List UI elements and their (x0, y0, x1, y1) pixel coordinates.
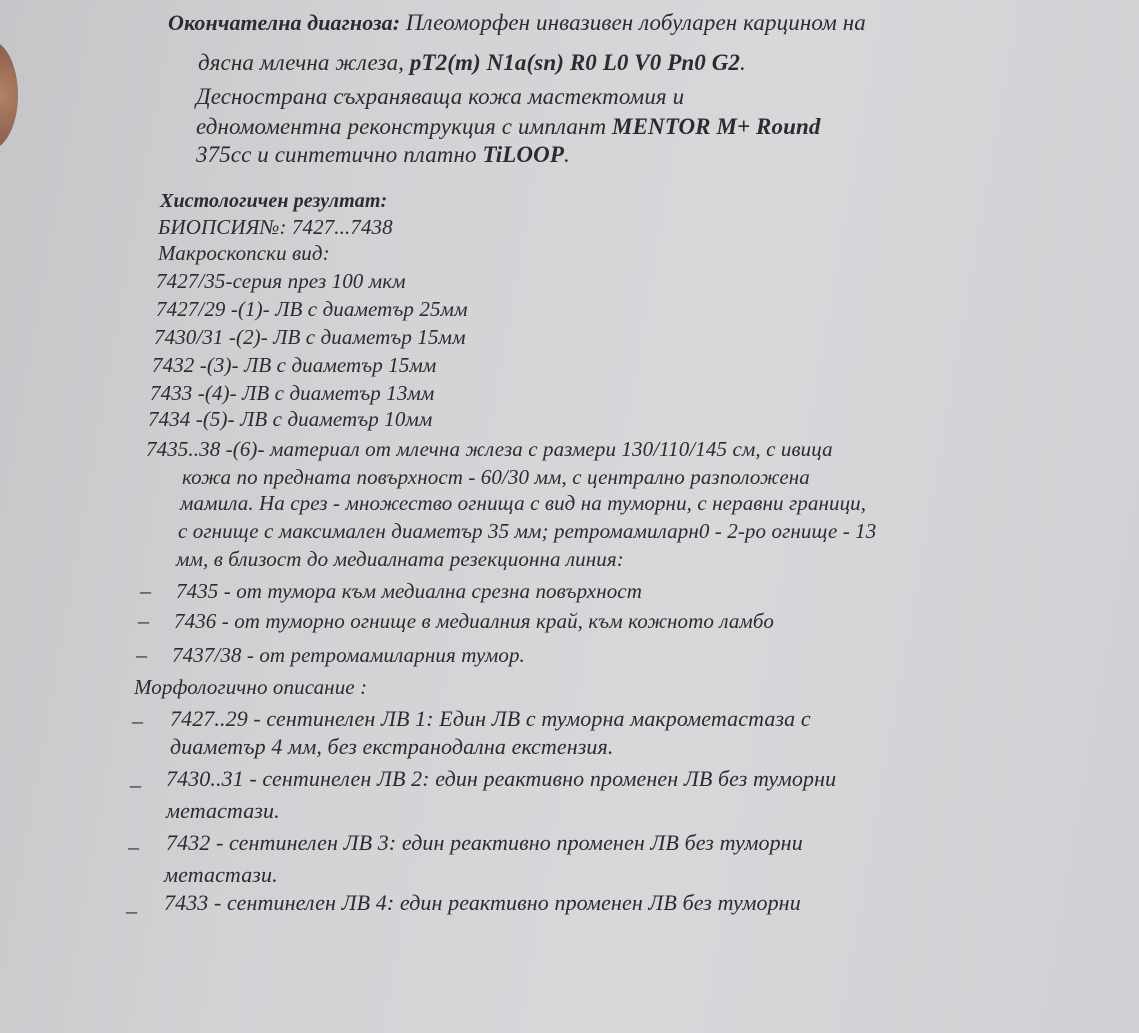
diagnosis-text-5-end: . (564, 142, 570, 167)
implant-name: MENTOR M+ Round (612, 114, 821, 139)
diagnosis-line-2 (198, 50, 746, 76)
diagnosis-line-1 (168, 10, 866, 36)
diagnosis-line-5 (196, 142, 570, 168)
morphology-item: 7433 - сентинелен ЛВ 4: един реактивно променен ЛВ без туморни (164, 890, 801, 915)
macro-heading: Макроскопски вид: (158, 241, 330, 265)
diagnosis-line-4 (196, 114, 820, 140)
material-line: мамила. На срез - множество огнища с вид на туморни, с неравни граници, (180, 491, 867, 515)
bullet-dash: – (126, 898, 137, 923)
macro-line: 7427/35-серия през 100 мкм (156, 269, 406, 293)
material-line: 7435..38 -(6)- материал от млечна жлеза с размери 130/110/145 см, с ивица (146, 437, 833, 461)
bullet-dash: – (130, 772, 141, 797)
morphology-item: 7432 - сентинелен ЛВ 3: един реактивно променен ЛВ без туморни (166, 830, 803, 855)
macro-line: 7427/29 -(1)- ЛВ с диаметър 25мм (156, 297, 468, 321)
diagnosis-text-2: дясна млечна жлеза, (198, 50, 410, 75)
morphology-item: 7430..31 - сентинелен ЛВ 2: един реактивно променен ЛВ без туморни (166, 766, 837, 791)
finger-shadow (0, 40, 18, 150)
diagnosis-text-2-end: . (740, 50, 746, 75)
morphology-item-cont: метастази. (166, 798, 280, 823)
morphology-item-cont: метастази. (164, 862, 278, 887)
histology-heading: Хистологичен резултат: (160, 190, 388, 212)
biopsy-number: БИОПСИЯ№: 7427...7438 (158, 215, 393, 239)
bullet-dash: – (132, 708, 143, 733)
diagnosis-text-3: Деснострана съхраняваща кожа мастектомия и (196, 84, 685, 109)
diagnosis-text-1: Плеоморфен инвазивен лобуларен карцином на (405, 10, 866, 35)
material-line: мм, в близост до медиалната резекционна линия: (176, 547, 624, 571)
morphology-item-cont: диаметър 4 мм, без екстранодална екстензия. (170, 734, 614, 759)
mesh-name: TiLOOP (482, 142, 564, 167)
morphology-item: 7427..29 - сентинелен ЛВ 1: Един ЛВ с туморна макрометастаза с (170, 706, 811, 731)
diagnosis-tnm: pT2(m) N1a(sn) R0 L0 V0 Pn0 G2 (409, 50, 741, 75)
diagnosis-label: Окончателна диагноза: (168, 10, 401, 35)
morphology-heading: Морфологично описание : (134, 675, 368, 699)
diagnosis-text-5: 375cc и синтетично платно (196, 142, 483, 167)
bullet-dash: – (136, 642, 147, 667)
diagnosis-text-4: едномоментна реконструкция с имплант (196, 114, 613, 139)
section-item: 7437/38 - от ретромамиларния тумор. (172, 643, 525, 667)
bullet-dash: – (138, 608, 149, 633)
macro-line: 7430/31 -(2)- ЛВ с диаметър 15мм (154, 325, 466, 349)
material-line: с огнище с максимален диаметър 35 мм; ретромамиларн0 - 2-ро огнище - 13 (178, 519, 877, 543)
section-item: 7436 - от туморно огнище в медиалния край, към кожното ламбо (174, 609, 774, 633)
macro-line: 7432 -(3)- ЛВ с диаметър 15мм (152, 353, 437, 377)
diagnosis-line-3 (196, 84, 684, 110)
bullet-dash: – (128, 834, 139, 859)
macro-line: 7433 -(4)- ЛВ с диаметър 13мм (150, 381, 435, 405)
macro-line: 7434 -(5)- ЛВ с диаметър 10мм (148, 407, 433, 431)
section-item: 7435 - от тумора към медиална срезна повърхност (176, 579, 642, 603)
bullet-dash: – (140, 578, 151, 603)
material-line: кожа по предната повърхност - 60/30 мм, с централно разположена (182, 465, 810, 489)
